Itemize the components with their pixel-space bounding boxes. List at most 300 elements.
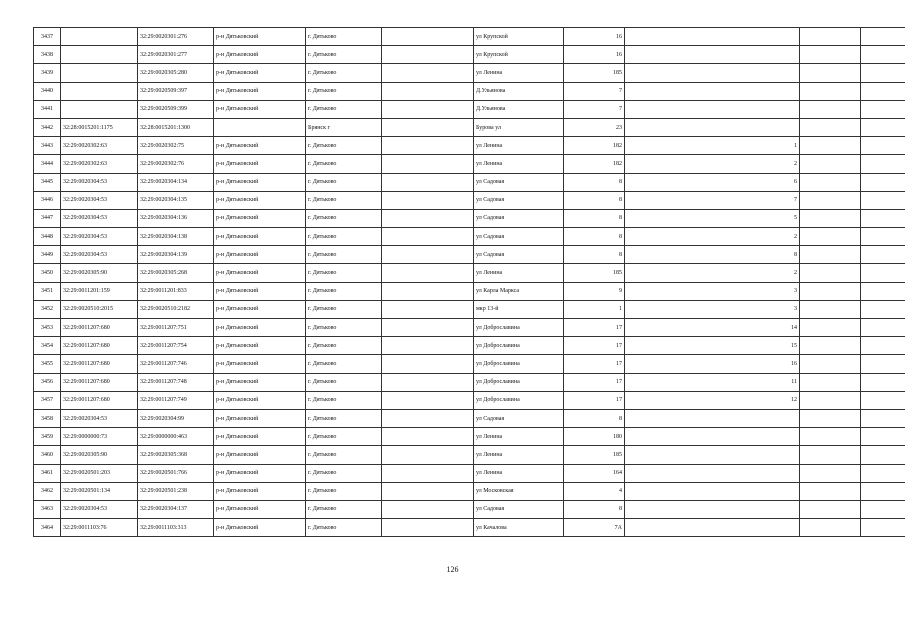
cell-extra-col-1	[800, 355, 861, 373]
cell-apartment-number	[625, 428, 800, 446]
cell-house-number: 8	[564, 173, 625, 191]
cell-settlement	[382, 64, 474, 82]
cell-cadastral-parent: 32:29:0000000:73	[61, 428, 138, 446]
cell-house-number: 17	[564, 337, 625, 355]
table-row	[34, 300, 905, 318]
cell-extra-col-1	[800, 373, 861, 391]
cell-extra-col-2	[861, 64, 905, 82]
cell-extra-col-2	[861, 228, 905, 246]
cell-apartment-number	[625, 118, 800, 136]
cell-row-number: 3455	[34, 355, 61, 373]
cell-cadastral-number: 32:29:0020304:137	[138, 500, 214, 518]
cell-row-number: 3464	[34, 519, 61, 537]
cell-district: р-н Дятьковский	[214, 319, 306, 337]
cell-district: р-н Дятьковский	[214, 482, 306, 500]
cell-locality: Брянск г	[306, 118, 382, 136]
cell-street: ул Садовая	[474, 228, 564, 246]
cell-apartment-number: 8	[625, 246, 800, 264]
cell-district: р-н Дятьковский	[214, 282, 306, 300]
cell-settlement	[382, 355, 474, 373]
cell-locality: г. Дятьково	[306, 464, 382, 482]
cell-extra-col-2	[861, 482, 905, 500]
cell-row-number: 3462	[34, 482, 61, 500]
cell-apartment-number	[625, 446, 800, 464]
cell-cadastral-number: 32:29:0011103:313	[138, 519, 214, 537]
cell-extra-col-2	[861, 446, 905, 464]
cell-cadastral-number: 32:29:0011207:754	[138, 337, 214, 355]
cell-settlement	[382, 28, 474, 46]
cell-locality: г. Дятьково	[306, 264, 382, 282]
cell-cadastral-number: 32:29:0020305:280	[138, 64, 214, 82]
cell-street: мкр 13-й	[474, 300, 564, 318]
cell-locality: г. Дятьково	[306, 82, 382, 100]
cell-settlement	[382, 500, 474, 518]
cell-cadastral-parent: 32:29:0020304:53	[61, 191, 138, 209]
cell-cadastral-number: 32:29:0020304:134	[138, 173, 214, 191]
cell-street: ул Качалова	[474, 519, 564, 537]
cell-extra-col-2	[861, 264, 905, 282]
cell-cadastral-number: 32:29:0020305:368	[138, 446, 214, 464]
cell-extra-col-2	[861, 428, 905, 446]
cell-district: р-н Дятьковский	[214, 64, 306, 82]
cell-settlement	[382, 246, 474, 264]
cell-district: р-н Дятьковский	[214, 82, 306, 100]
cell-cadastral-number: 32:29:0020302:75	[138, 137, 214, 155]
cell-district: р-н Дятьковский	[214, 228, 306, 246]
cell-locality: г. Дятьково	[306, 46, 382, 64]
cell-street: ул Крупской	[474, 46, 564, 64]
cell-cadastral-parent: 32:28:0015201:1175	[61, 118, 138, 136]
cell-cadastral-number: 32:29:0020304:135	[138, 191, 214, 209]
cell-cadastral-parent: 32:29:0020304:53	[61, 209, 138, 227]
cell-street: Д.Ульянова	[474, 82, 564, 100]
cell-row-number: 3444	[34, 155, 61, 173]
cell-apartment-number	[625, 100, 800, 118]
cell-district: р-н Дятьковский	[214, 519, 306, 537]
cell-locality: г. Дятьково	[306, 282, 382, 300]
table-row	[34, 209, 905, 227]
cell-cadastral-number: 32:29:0020304:136	[138, 209, 214, 227]
cell-street: ул Ленина	[474, 428, 564, 446]
cell-locality: г. Дятьково	[306, 482, 382, 500]
cell-cadastral-parent: 32:29:0020304:53	[61, 409, 138, 427]
cell-cadastral-parent	[61, 100, 138, 118]
cell-extra-col-2	[861, 337, 905, 355]
cell-extra-col-1	[800, 319, 861, 337]
table-row	[34, 173, 905, 191]
cell-row-number: 3438	[34, 46, 61, 64]
cell-settlement	[382, 228, 474, 246]
cell-house-number: 8	[564, 209, 625, 227]
cell-street: ул Ленина	[474, 464, 564, 482]
cell-cadastral-parent	[61, 64, 138, 82]
cell-extra-col-1	[800, 191, 861, 209]
table-row	[34, 519, 905, 537]
cell-settlement	[382, 482, 474, 500]
cell-row-number: 3459	[34, 428, 61, 446]
cell-extra-col-1	[800, 464, 861, 482]
cell-street: ул Ленина	[474, 446, 564, 464]
cell-cadastral-parent: 32:29:0020305:90	[61, 264, 138, 282]
cell-row-number: 3458	[34, 409, 61, 427]
cell-house-number: 164	[564, 464, 625, 482]
cell-settlement	[382, 137, 474, 155]
cell-extra-col-2	[861, 500, 905, 518]
cell-street: ул Московская	[474, 482, 564, 500]
cell-locality: г. Дятьково	[306, 519, 382, 537]
cell-district: р-н Дятьковский	[214, 209, 306, 227]
cell-cadastral-number: 32:29:0011207:748	[138, 373, 214, 391]
table-row	[34, 500, 905, 518]
cell-cadastral-number: 32:29:0020302:76	[138, 155, 214, 173]
table-row	[34, 446, 905, 464]
table-row	[34, 282, 905, 300]
cell-cadastral-number: 32:29:0020510:2182	[138, 300, 214, 318]
cell-extra-col-1	[800, 519, 861, 537]
cell-street: ул Ленина	[474, 264, 564, 282]
cell-apartment-number: 3	[625, 300, 800, 318]
cell-district: р-н Дятьковский	[214, 428, 306, 446]
cell-street: ул Крупской	[474, 28, 564, 46]
cell-district: р-н Дятьковский	[214, 464, 306, 482]
cell-apartment-number: 16	[625, 355, 800, 373]
cell-settlement	[382, 300, 474, 318]
cell-house-number: 4	[564, 482, 625, 500]
cell-locality: г. Дятьково	[306, 28, 382, 46]
cell-street: ул Доброславина	[474, 319, 564, 337]
cell-extra-col-2	[861, 173, 905, 191]
cell-settlement	[382, 82, 474, 100]
cell-extra-col-1	[800, 228, 861, 246]
cell-extra-col-1	[800, 446, 861, 464]
cell-extra-col-2	[861, 519, 905, 537]
cell-locality: г. Дятьково	[306, 373, 382, 391]
cell-apartment-number: 3	[625, 282, 800, 300]
cell-locality: г. Дятьково	[306, 155, 382, 173]
cell-locality: г. Дятьково	[306, 173, 382, 191]
cell-cadastral-number: 32:29:0011207:746	[138, 355, 214, 373]
cell-district: р-н Дятьковский	[214, 500, 306, 518]
cell-street: ул Садовая	[474, 191, 564, 209]
table-row	[34, 428, 905, 446]
cell-locality: г. Дятьково	[306, 100, 382, 118]
cell-apartment-number: 11	[625, 373, 800, 391]
cell-cadastral-number: 32:29:0020509:399	[138, 100, 214, 118]
cell-locality: г. Дятьково	[306, 64, 382, 82]
cell-settlement	[382, 428, 474, 446]
cell-row-number: 3449	[34, 246, 61, 264]
cell-apartment-number	[625, 82, 800, 100]
cell-house-number: 8	[564, 409, 625, 427]
cell-district: р-н Дятьковский	[214, 246, 306, 264]
cell-row-number: 3456	[34, 373, 61, 391]
cell-district	[214, 118, 306, 136]
cell-street: ул Ленина	[474, 64, 564, 82]
table-row	[34, 355, 905, 373]
cell-street: ул Садовая	[474, 409, 564, 427]
cell-extra-col-2	[861, 319, 905, 337]
cell-cadastral-parent: 32:29:0011103:76	[61, 519, 138, 537]
cell-extra-col-1	[800, 28, 861, 46]
cell-extra-col-2	[861, 191, 905, 209]
cell-extra-col-1	[800, 46, 861, 64]
cell-extra-col-1	[800, 82, 861, 100]
cell-extra-col-1	[800, 155, 861, 173]
table-row	[34, 82, 905, 100]
cell-house-number: 16	[564, 46, 625, 64]
cell-row-number: 3439	[34, 64, 61, 82]
table-row	[34, 28, 905, 46]
cell-cadastral-number: 32:29:0020305:268	[138, 264, 214, 282]
cell-house-number: 185	[564, 64, 625, 82]
cell-house-number: 185	[564, 446, 625, 464]
cell-row-number: 3448	[34, 228, 61, 246]
cell-district: р-н Дятьковский	[214, 191, 306, 209]
cell-cadastral-parent: 32:29:0011201:159	[61, 282, 138, 300]
cell-street: ул Ленина	[474, 137, 564, 155]
cell-cadastral-number: 32:29:0011201:833	[138, 282, 214, 300]
cell-apartment-number: 7	[625, 191, 800, 209]
cell-extra-col-2	[861, 28, 905, 46]
cell-extra-col-1	[800, 482, 861, 500]
cell-settlement	[382, 409, 474, 427]
table-row	[34, 337, 905, 355]
cell-house-number: 23	[564, 118, 625, 136]
cell-extra-col-2	[861, 373, 905, 391]
cell-cadastral-number: 32:29:0011207:749	[138, 391, 214, 409]
cell-extra-col-2	[861, 82, 905, 100]
cell-district: р-н Дятьковский	[214, 137, 306, 155]
cell-street: ул Садовая	[474, 173, 564, 191]
cell-extra-col-2	[861, 391, 905, 409]
table-row	[34, 46, 905, 64]
table-row	[34, 264, 905, 282]
cell-extra-col-2	[861, 209, 905, 227]
cell-apartment-number	[625, 500, 800, 518]
cell-apartment-number: 2	[625, 264, 800, 282]
cell-cadastral-number: 32:29:0020501:238	[138, 482, 214, 500]
cell-house-number: 7А	[564, 519, 625, 537]
table-row	[34, 118, 905, 136]
cell-extra-col-1	[800, 391, 861, 409]
table-row	[34, 228, 905, 246]
cell-extra-col-2	[861, 464, 905, 482]
cell-extra-col-2	[861, 137, 905, 155]
cell-extra-col-1	[800, 118, 861, 136]
cell-house-number: 182	[564, 155, 625, 173]
cell-apartment-number: 5	[625, 209, 800, 227]
cell-house-number: 8	[564, 191, 625, 209]
cell-district: р-н Дятьковский	[214, 155, 306, 173]
cell-extra-col-2	[861, 118, 905, 136]
cell-row-number: 3454	[34, 337, 61, 355]
table-row	[34, 246, 905, 264]
cell-row-number: 3440	[34, 82, 61, 100]
cell-extra-col-1	[800, 64, 861, 82]
cell-row-number: 3457	[34, 391, 61, 409]
cell-cadastral-parent: 32:29:0011207:680	[61, 319, 138, 337]
cell-settlement	[382, 373, 474, 391]
cell-locality: г. Дятьково	[306, 319, 382, 337]
cell-district: р-н Дятьковский	[214, 337, 306, 355]
cell-extra-col-1	[800, 173, 861, 191]
cell-cadastral-number: 32:29:0011207:751	[138, 319, 214, 337]
cell-locality: г. Дятьково	[306, 137, 382, 155]
cell-settlement	[382, 173, 474, 191]
cell-settlement	[382, 191, 474, 209]
table-row	[34, 409, 905, 427]
cell-house-number: 16	[564, 28, 625, 46]
cell-locality: г. Дятьково	[306, 500, 382, 518]
cell-house-number: 8	[564, 500, 625, 518]
cell-cadastral-parent: 32:29:0020302:63	[61, 155, 138, 173]
cell-house-number: 185	[564, 264, 625, 282]
cell-extra-col-1	[800, 137, 861, 155]
cell-locality: г. Дятьково	[306, 246, 382, 264]
cell-district: р-н Дятьковский	[214, 100, 306, 118]
cell-settlement	[382, 464, 474, 482]
cell-apartment-number	[625, 519, 800, 537]
cell-street: ул Садовая	[474, 209, 564, 227]
cell-district: р-н Дятьковский	[214, 46, 306, 64]
cell-cadastral-number: 32:28:0015201:1300	[138, 118, 214, 136]
cell-row-number: 3441	[34, 100, 61, 118]
cell-settlement	[382, 155, 474, 173]
cell-cadastral-parent: 32:29:0020302:63	[61, 137, 138, 155]
cell-extra-col-1	[800, 428, 861, 446]
cell-apartment-number: 1	[625, 137, 800, 155]
table-row	[34, 64, 905, 82]
cell-house-number: 1	[564, 300, 625, 318]
cell-locality: г. Дятьково	[306, 337, 382, 355]
cell-extra-col-1	[800, 337, 861, 355]
cell-street: ул Садовая	[474, 500, 564, 518]
cell-cadastral-number: 32:29:0020509:397	[138, 82, 214, 100]
cell-district: р-н Дятьковский	[214, 391, 306, 409]
cell-district: р-н Дятьковский	[214, 300, 306, 318]
cell-extra-col-1	[800, 300, 861, 318]
cell-row-number: 3451	[34, 282, 61, 300]
cell-apartment-number: 15	[625, 337, 800, 355]
cell-cadastral-number: 32:29:0000000:463	[138, 428, 214, 446]
cell-street: ул Доброславина	[474, 355, 564, 373]
cell-locality: г. Дятьково	[306, 391, 382, 409]
cell-cadastral-parent: 32:29:0020304:53	[61, 246, 138, 264]
cell-extra-col-1	[800, 100, 861, 118]
cell-street: ул Доброславина	[474, 391, 564, 409]
cell-extra-col-2	[861, 100, 905, 118]
cell-house-number: 17	[564, 355, 625, 373]
cell-row-number: 3437	[34, 28, 61, 46]
cell-cadastral-parent: 32:29:0020305:90	[61, 446, 138, 464]
cell-house-number: 182	[564, 137, 625, 155]
cell-street: ул Доброславина	[474, 337, 564, 355]
cell-cadastral-number: 32:29:0020501:766	[138, 464, 214, 482]
cell-district: р-н Дятьковский	[214, 173, 306, 191]
cell-cadastral-parent: 32:29:0020510:2015	[61, 300, 138, 318]
cell-locality: г. Дятьково	[306, 209, 382, 227]
cell-cadastral-parent	[61, 46, 138, 64]
cell-extra-col-1	[800, 264, 861, 282]
cell-cadastral-number: 32:29:0020304:138	[138, 228, 214, 246]
table-row	[34, 155, 905, 173]
cell-locality: г. Дятьково	[306, 355, 382, 373]
cell-apartment-number	[625, 482, 800, 500]
cell-apartment-number: 6	[625, 173, 800, 191]
cell-row-number: 3453	[34, 319, 61, 337]
cell-row-number: 3463	[34, 500, 61, 518]
cell-extra-col-2	[861, 246, 905, 264]
cell-apartment-number	[625, 64, 800, 82]
cell-settlement	[382, 100, 474, 118]
table-row	[34, 100, 905, 118]
cell-house-number: 17	[564, 319, 625, 337]
cell-extra-col-2	[861, 409, 905, 427]
cell-house-number: 7	[564, 82, 625, 100]
cell-district: р-н Дятьковский	[214, 409, 306, 427]
cell-locality: г. Дятьково	[306, 409, 382, 427]
cell-settlement	[382, 446, 474, 464]
cell-locality: г. Дятьково	[306, 228, 382, 246]
cell-apartment-number	[625, 28, 800, 46]
cell-row-number: 3446	[34, 191, 61, 209]
register-table	[33, 27, 905, 537]
cell-apartment-number: 2	[625, 228, 800, 246]
cell-locality: г. Дятьково	[306, 428, 382, 446]
cell-cadastral-number: 32:29:0020301:277	[138, 46, 214, 64]
cell-locality: г. Дятьково	[306, 300, 382, 318]
cell-street: Бурова ул	[474, 118, 564, 136]
cell-cadastral-number: 32:29:0020301:276	[138, 28, 214, 46]
cell-extra-col-1	[800, 246, 861, 264]
cell-extra-col-1	[800, 282, 861, 300]
cell-settlement	[382, 319, 474, 337]
cell-row-number: 3460	[34, 446, 61, 464]
cell-extra-col-2	[861, 46, 905, 64]
cell-row-number: 3445	[34, 173, 61, 191]
cell-apartment-number	[625, 409, 800, 427]
cell-district: р-н Дятьковский	[214, 355, 306, 373]
cell-locality: г. Дятьково	[306, 191, 382, 209]
cell-settlement	[382, 391, 474, 409]
cell-cadastral-parent: 32:29:0011207:680	[61, 373, 138, 391]
cell-house-number: 180	[564, 428, 625, 446]
cell-street: ул Ленина	[474, 155, 564, 173]
table-row	[34, 373, 905, 391]
cell-street: ул Садовая	[474, 246, 564, 264]
cell-house-number: 9	[564, 282, 625, 300]
cell-cadastral-parent	[61, 28, 138, 46]
table-row	[34, 137, 905, 155]
cell-row-number: 3461	[34, 464, 61, 482]
cell-apartment-number: 12	[625, 391, 800, 409]
cell-apartment-number: 14	[625, 319, 800, 337]
page-number: 126	[446, 565, 459, 574]
cell-apartment-number	[625, 46, 800, 64]
cell-extra-col-1	[800, 500, 861, 518]
cell-row-number: 3450	[34, 264, 61, 282]
cell-cadastral-parent: 32:29:0020304:53	[61, 173, 138, 191]
cell-cadastral-parent: 32:29:0020501:134	[61, 482, 138, 500]
cell-house-number: 17	[564, 373, 625, 391]
cell-district: р-н Дятьковский	[214, 264, 306, 282]
cell-house-number: 17	[564, 391, 625, 409]
cell-district: р-н Дятьковский	[214, 373, 306, 391]
cell-district: р-н Дятьковский	[214, 28, 306, 46]
table-row	[34, 191, 905, 209]
cell-extra-col-2	[861, 355, 905, 373]
table-row	[34, 319, 905, 337]
